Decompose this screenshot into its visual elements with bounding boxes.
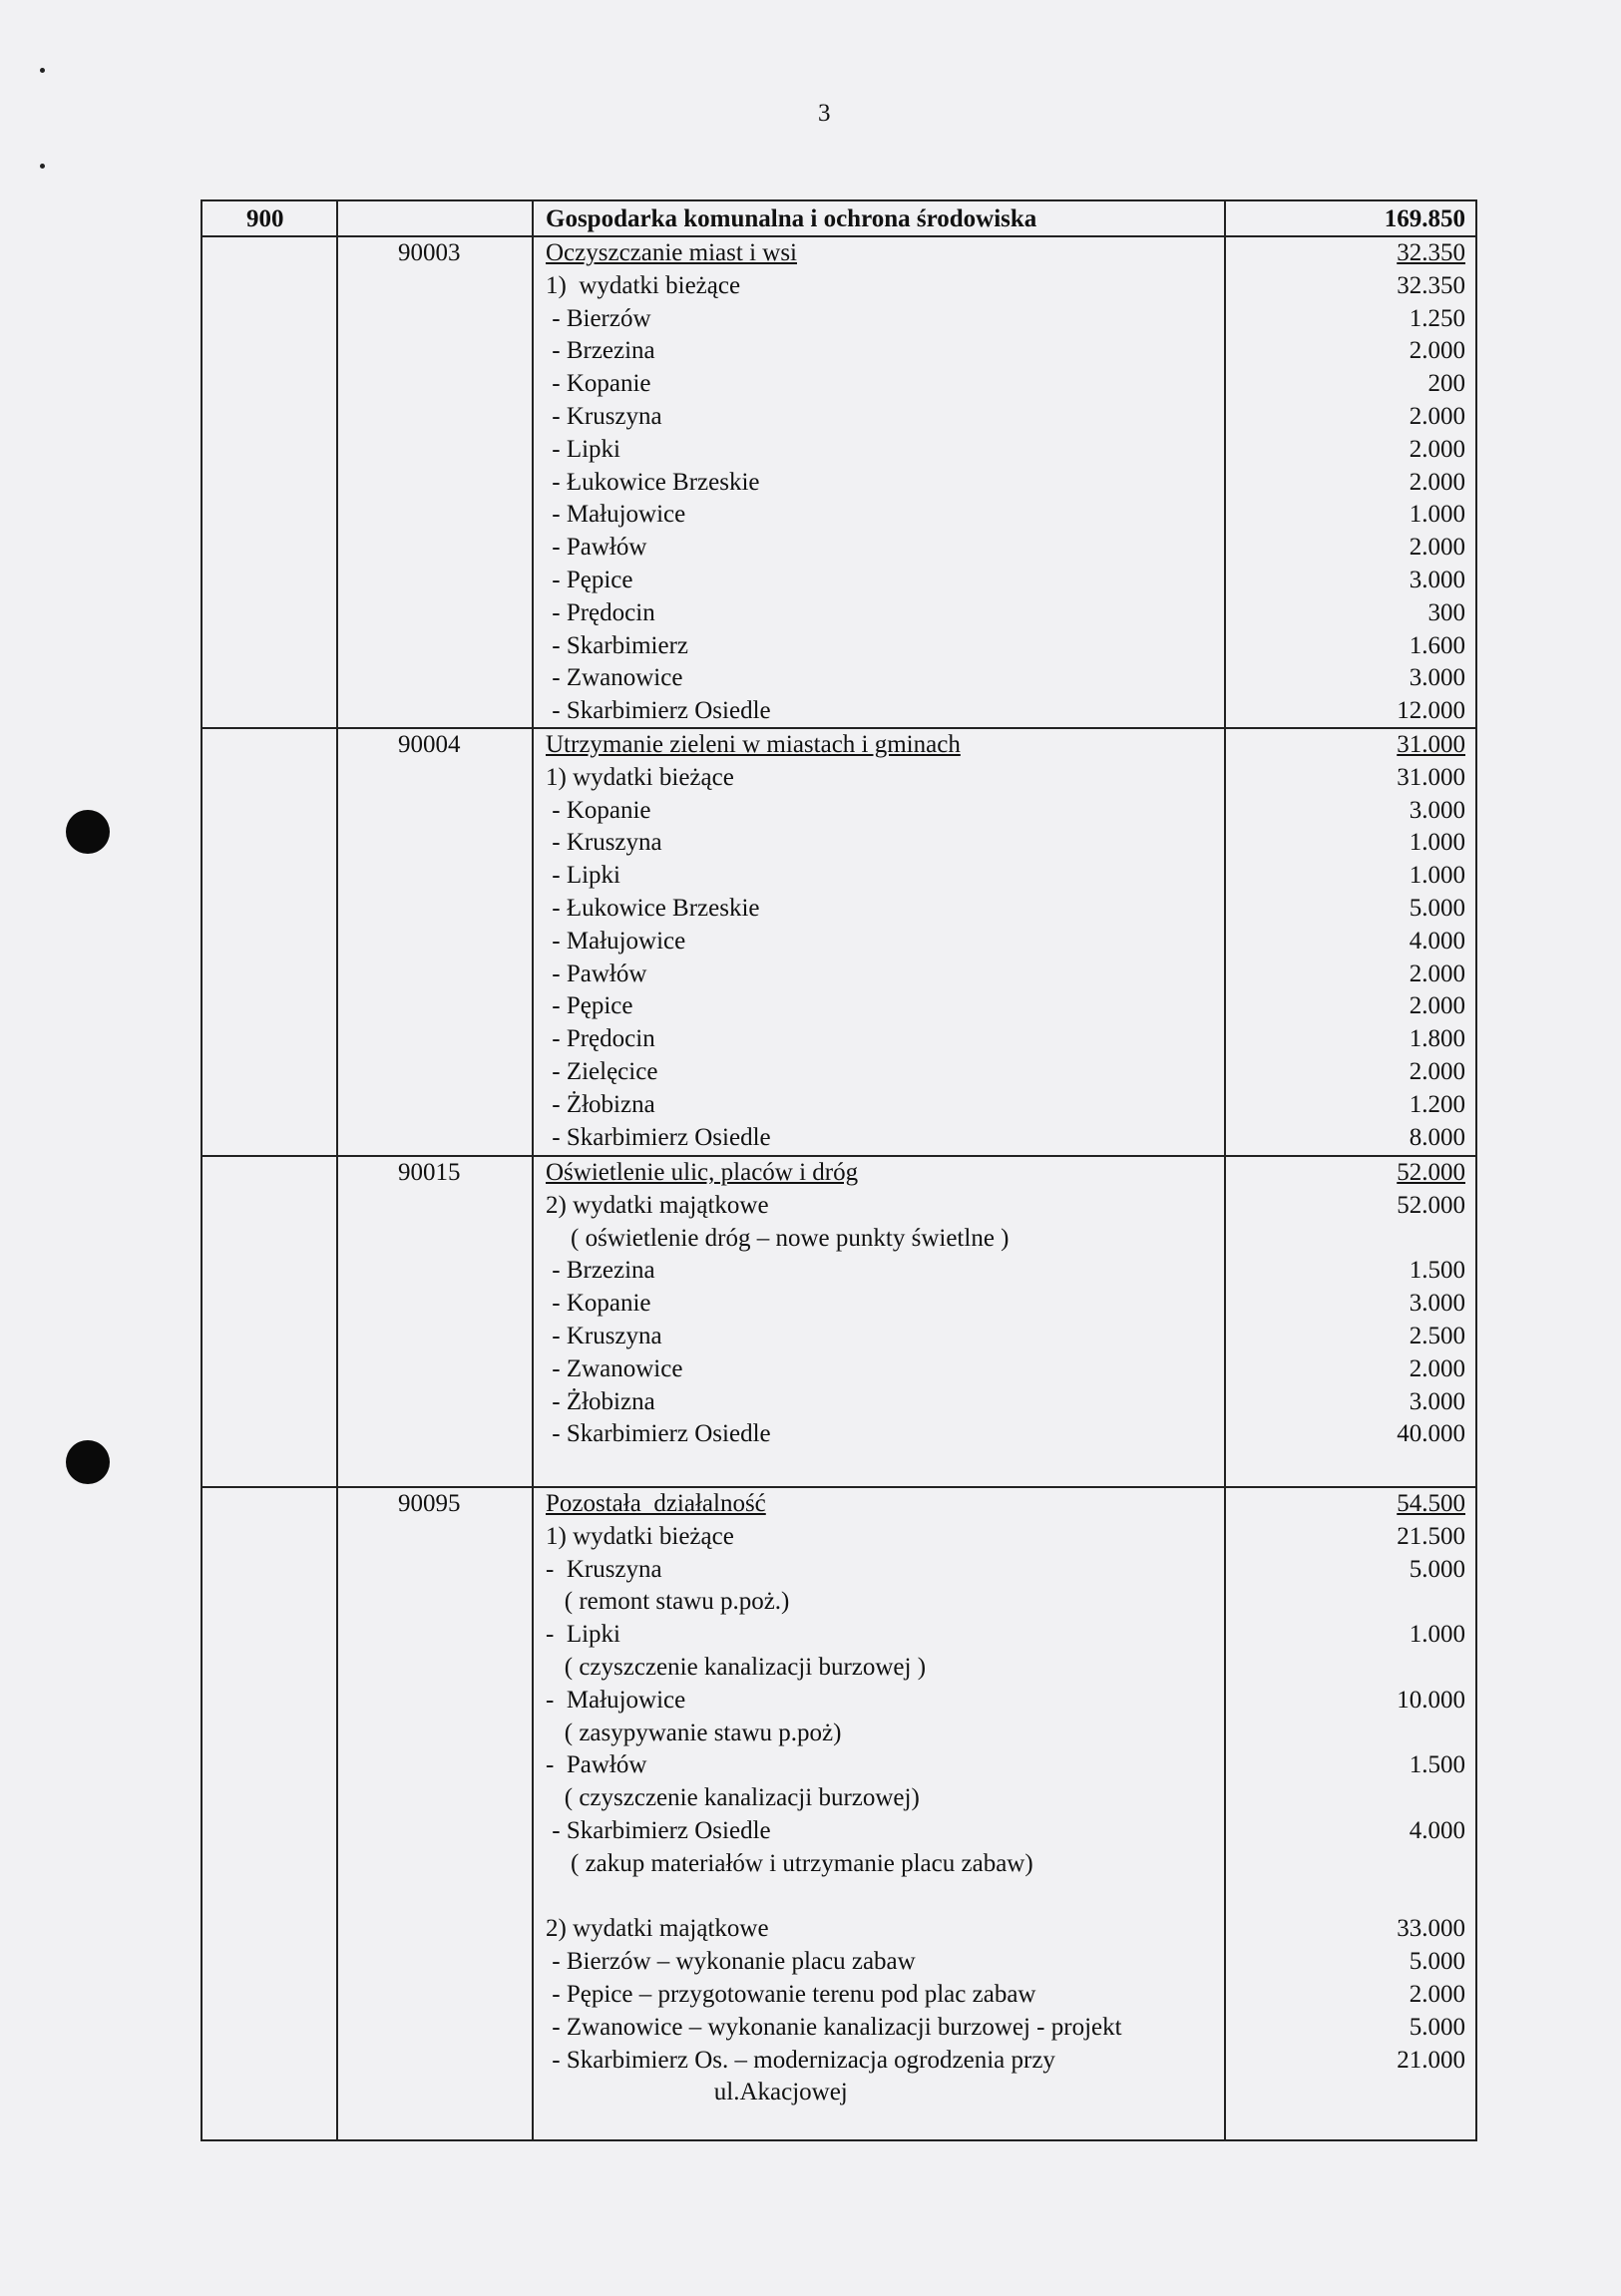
budget-line-item: - Bierzów – wykonanie placu zabaw [546,1948,916,1976]
line-amount: 3.000 [1409,567,1465,593]
line-amount: 10.000 [1397,1686,1465,1714]
budget-line-item: - Skarbimierz Osiedle [546,1123,771,1151]
line-amount: 1.600 [1409,631,1465,659]
budget-line-item: - Skarbimierz [546,631,689,659]
budget-line-item: - Skarbimierz Osiedle [546,697,771,725]
budget-line-item: - Małujowice [546,927,686,955]
line-amount: 5.000 [1409,1948,1465,1976]
binder-hole [66,810,110,854]
line-amount: 1.000 [1409,829,1465,857]
budget-line-item: ( czyszczenie kanalizacji burzowej) [546,1784,920,1812]
budget-line-item: 1) wydatki bieżące [546,271,741,299]
budget-line-item: - Łukowice Brzeskie [546,895,760,922]
line-amount: 31.000 [1397,763,1465,791]
line-amount: 300 [1427,598,1465,626]
line-amount: 3.000 [1409,664,1465,692]
budget-line-item: - Kruszyna [546,1555,662,1583]
line-amount: 1.000 [1409,501,1465,529]
budget-line-item: - Pawłów [546,534,647,562]
line-amount: 2.000 [1409,992,1465,1020]
line-amount: 1.500 [1409,1257,1465,1285]
budget-table [201,199,1477,2141]
line-amount: 2.000 [1409,468,1465,496]
line-amount: 52.000 [1397,1191,1465,1219]
line-amount: 32.350 [1397,271,1465,299]
line-amount: 2.000 [1409,403,1465,430]
line-amount: 1.500 [1409,1751,1465,1779]
budget-line-item: - Kruszyna [546,829,662,857]
line-amount: 1.000 [1409,1621,1465,1649]
budget-line-item: - Brzezina [546,1257,655,1285]
budget-line-item: - Kopanie [546,796,651,824]
line-amount: 200 [1427,370,1465,398]
budget-line-item: - Łukowice Brzeskie [546,468,760,496]
line-amount: 1.800 [1409,1025,1465,1053]
dzial-code: 900 [246,205,284,232]
budget-line-item: - Kruszyna [546,403,662,430]
budget-line-item: ( zasypywanie stawu p.poż) [546,1719,842,1746]
budget-line-item: - Kruszyna [546,1323,662,1349]
budget-line-item: - Pawłów [546,1751,647,1779]
dzial-title: Gospodarka komunalna i ochrona środowiska [546,205,1037,232]
rozdzial-code: 90004 [398,731,461,758]
line-amount: 4.000 [1409,927,1465,955]
rozdzial-title: Pozostała działalność [546,1490,766,1517]
budget-line-item: - Zwanowice – wykonanie kanalizacji burzowej - projekt [546,2013,1122,2041]
rozdzial-code: 90003 [398,239,461,266]
line-amount: 52.000 [1397,1159,1465,1186]
punch-mark [40,68,45,73]
budget-line-item: - Zwanowice [546,664,683,692]
budget-line-item: - Zwanowice [546,1354,683,1382]
line-amount: 2.000 [1409,1354,1465,1382]
line-amount: 31.000 [1397,731,1465,758]
budget-line-item: 2) wydatki majątkowe [546,1915,769,1943]
line-amount: 3.000 [1409,796,1465,824]
line-amount: 2.000 [1409,435,1465,463]
line-amount: 8.000 [1409,1123,1465,1151]
budget-line-item: - Brzezina [546,337,655,365]
line-amount: 54.500 [1397,1490,1465,1517]
line-amount: 2.500 [1409,1323,1465,1349]
rozdzial-title: Utrzymanie zieleni w miastach i gminach [546,731,961,758]
budget-line-item: - Pawłów [546,959,647,987]
line-amount: 3.000 [1409,1290,1465,1318]
binder-hole [66,1440,110,1484]
budget-line-item: - Lipki [546,862,620,890]
rozdzial-title: Oświetlenie ulic, placów i dróg [546,1159,859,1186]
line-amount: 4.000 [1409,1817,1465,1844]
rozdzial-code: 90015 [398,1159,461,1186]
budget-line-item: - Prędocin [546,598,655,626]
budget-line-item: - Pępice [546,992,633,1020]
line-amount: 5.000 [1409,895,1465,922]
line-amount: 40.000 [1397,1420,1465,1448]
budget-line-item: ( remont stawu p.poż.) [546,1588,790,1616]
budget-line-item: - Skarbimierz Osiedle [546,1420,771,1448]
budget-line-item: - Prędocin [546,1025,655,1053]
line-amount: 32.350 [1397,239,1465,266]
line-amount: 12.000 [1397,697,1465,725]
budget-line-item: 2) wydatki majątkowe [546,1191,769,1219]
budget-line-item: - Pępice [546,567,633,593]
line-amount: 2.000 [1409,337,1465,365]
dzial-total: 169.850 [1384,205,1465,232]
line-amount: 1.200 [1409,1090,1465,1118]
line-amount: 2.000 [1409,1981,1465,2008]
budget-line-item: ( oświetlenie dróg – nowe punkty świetlne ) [546,1224,1010,1252]
line-amount: 2.000 [1409,959,1465,987]
rozdzial-title: Oczyszczanie miast i wsi [546,239,797,266]
budget-line-item: - Małujowice [546,1686,686,1714]
budget-line-item: - Skarbimierz Os. – modernizacja ogrodzenia przy [546,2046,1055,2074]
budget-line-item: - Lipki [546,435,620,463]
line-amount: 3.000 [1409,1387,1465,1415]
budget-line-item: 1) wydatki bieżące [546,1522,734,1550]
line-amount: 21.000 [1397,2046,1465,2074]
punch-mark [40,164,45,169]
line-amount: 33.000 [1397,1915,1465,1943]
budget-line-item: - Lipki [546,1621,620,1649]
budget-line-item: ul.Akacjowej [546,2079,848,2106]
line-amount: 5.000 [1409,2013,1465,2041]
line-amount: 1.000 [1409,862,1465,890]
line-amount: 1.250 [1409,304,1465,332]
budget-line-item: ( zakup materiałów i utrzymanie placu zabaw) [546,1849,1033,1877]
line-amount: 2.000 [1409,1058,1465,1085]
budget-line-item: - Małujowice [546,501,686,529]
budget-line-item: - Kopanie [546,1290,651,1318]
budget-line-item: - Pępice – przygotowanie terenu pod plac zabaw [546,1981,1036,2008]
rozdzial-code: 90095 [398,1490,461,1517]
budget-line-item: - Kopanie [546,370,651,398]
line-amount: 2.000 [1409,534,1465,562]
budget-line-item: 1) wydatki bieżące [546,763,734,791]
page-number: 3 [818,100,831,127]
budget-line-item: - Żłobizna [546,1090,655,1118]
budget-line-item: - Żłobizna [546,1387,655,1415]
budget-line-item: - Skarbimierz Osiedle [546,1817,771,1844]
line-amount: 21.500 [1397,1522,1465,1550]
budget-line-item: - Zielęcice [546,1058,658,1085]
budget-line-item: ( czyszczenie kanalizacji burzowej ) [546,1654,927,1681]
line-amount: 5.000 [1409,1555,1465,1583]
budget-line-item: - Bierzów [546,304,651,332]
